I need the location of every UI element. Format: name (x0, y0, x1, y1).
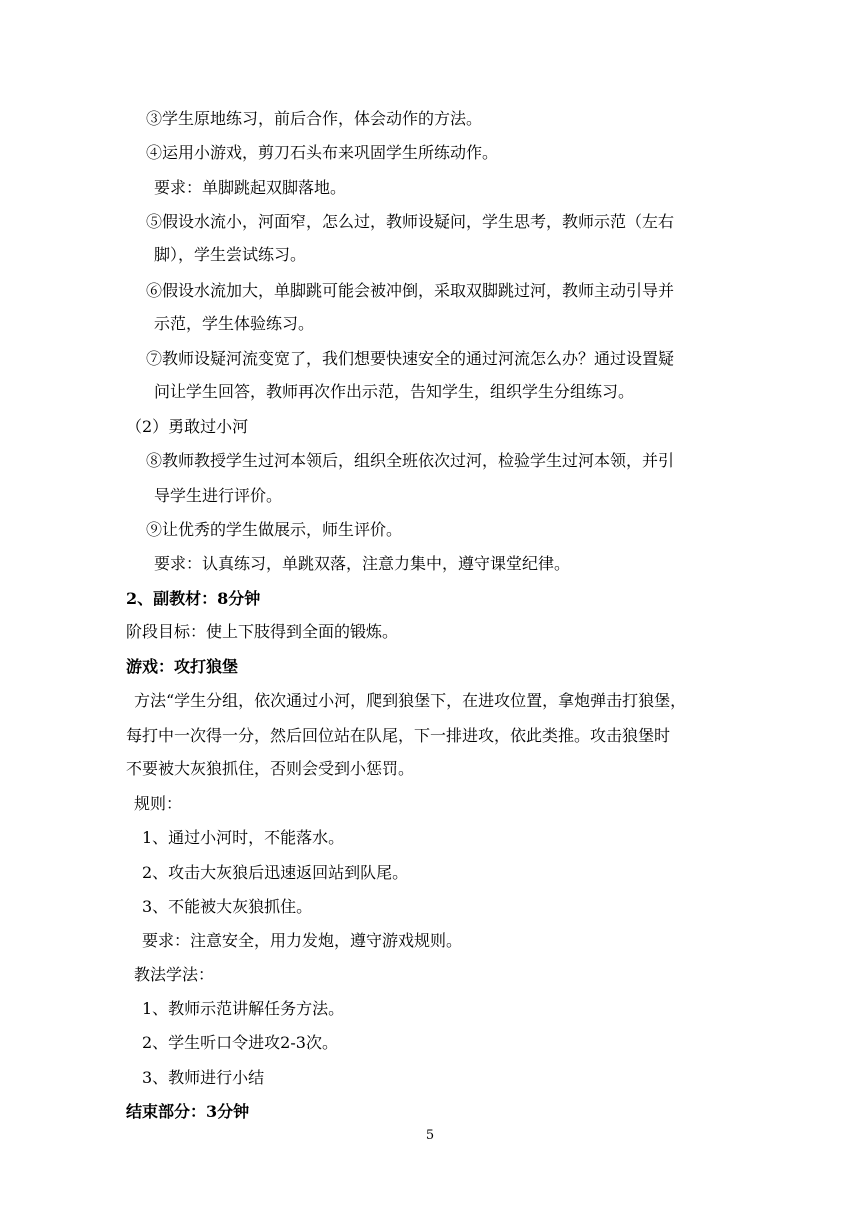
text-line: 导学生进行评价。 (154, 486, 283, 505)
text-line: 2、攻击大灰狼后迅速返回站到队尾。 (142, 863, 409, 882)
text-line: 1、教师示范讲解任务方法。 (142, 999, 345, 1018)
section-heading: 结束部分：3分钟 (126, 1102, 250, 1121)
text-line: 每打中一次得一分，然后回位站在队尾，下一排进攻，依此类推。攻击狼堡时 (126, 726, 671, 745)
text-line: 方法“学生分组，依次通过小河，爬到狼堡下，在进攻位置，拿炮弹击打狼堡， (134, 691, 687, 710)
text-line: ⑧教师教授学生过河本领后，组织全班依次过河，检验学生过河本领，并引 (146, 451, 675, 470)
text-line: 2、学生听口令进攻2-3次。 (142, 1033, 338, 1052)
text-line: ⑦教师设疑河流变宽了，我们想要快速安全的通过河流怎么办？通过设置疑 (146, 349, 675, 368)
text-line: 要求：注意安全，用力发炮，遵守游戏规则。 (142, 931, 463, 950)
text-line: 要求：单脚跳起双脚落地。 (154, 178, 347, 197)
text-line: 3、教师进行小结 (142, 1068, 265, 1087)
text-line: 3、不能被大灰狼抓住。 (142, 897, 313, 916)
section-heading: 游戏：攻打狼堡 (126, 657, 239, 676)
text-line: 阶段目标：使上下肢得到全面的锻炼。 (126, 622, 399, 641)
text-line: ⑨让优秀的学生做展示，师生评价。 (146, 520, 403, 539)
text-line: 要求：认真练习，单跳双落，注意力集中，遵守课堂纪律。 (154, 554, 571, 573)
text-line: ⑥假设水流加大，单脚跳可能会被冲倒，采取双脚跳过河，教师主动引导并 (146, 281, 675, 300)
text-line: 不要被大灰狼抓住，否则会受到小惩罚。 (126, 759, 415, 778)
text-line: 示范，学生体验练习。 (154, 314, 315, 333)
text-line: ③学生原地练习，前后合作，体会动作的方法。 (146, 109, 483, 128)
text-line: 脚），学生尝试练习。 (154, 245, 307, 264)
text-line: 1、通过小河时，不能落水。 (142, 828, 345, 847)
text-line: 问让学生回答，教师再次作出示范，告知学生，组织学生分组练习。 (154, 382, 635, 401)
text-line: 教法学法： (134, 965, 215, 984)
text-line: ⑤假设水流小，河面窄，怎么过，教师设疑问，学生思考，教师示范（左右 (146, 212, 675, 231)
text-line: 规则： (134, 794, 183, 813)
section-heading: 2、副教材：8分钟 (126, 589, 261, 608)
text-line: ④运用小游戏，剪刀石头布来巩固学生所练动作。 (146, 143, 499, 162)
text-line: （2）勇敢过小河 (126, 417, 249, 436)
page-number: 5 (425, 1128, 435, 1143)
